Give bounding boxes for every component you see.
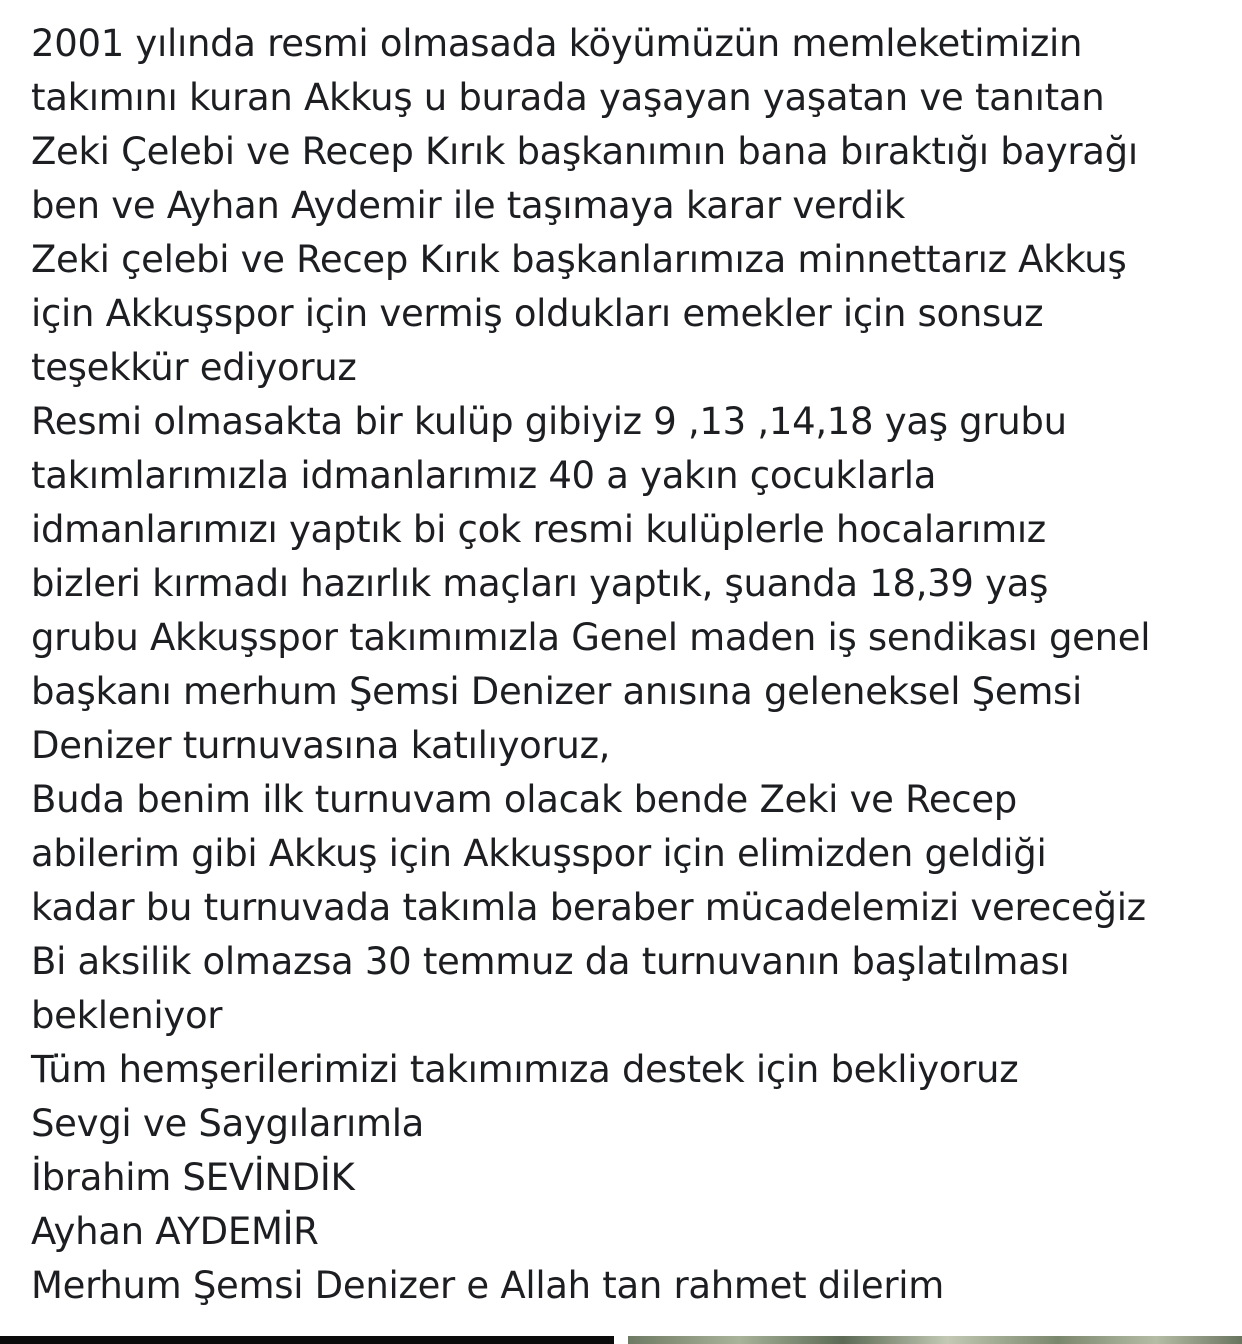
post-text-line: Denizer turnuvasına katılıyoruz, bbox=[31, 724, 611, 767]
post-text-line: Resmi olmasakta bir kulüp gibiyiz 9 ,13 ,14,18 yaş grubu bbox=[31, 400, 1067, 443]
signature-name: İbrahim SEVİNDİK bbox=[31, 1156, 355, 1199]
post-body-text bbox=[31, 17, 1231, 1313]
post-text-line: Merhum Şemsi Denizer e Allah tan rahmet dilerim bbox=[31, 1264, 945, 1307]
post-text-line: idmanlarımızı yaptık bi çok resmi kulüplerle hocalarımız bbox=[31, 508, 1046, 551]
photo-thumbnail-left[interactable] bbox=[0, 1336, 614, 1344]
post-text-line: Tüm hemşerilerimizi takımımıza destek için bekliyoruz bbox=[31, 1048, 1019, 1091]
post-text-line: takımlarımızla idmanlarımız 40 a yakın çocuklarla bbox=[31, 454, 937, 497]
post-text-line: bizleri kırmadı hazırlık maçları yaptık, şuanda 18,39 yaş bbox=[31, 562, 1049, 605]
signature-name: Ayhan AYDEMİR bbox=[31, 1210, 319, 1253]
post-text-line: Zeki çelebi ve Recep Kırık başkanlarımıza minnettarız Akkuş bbox=[31, 238, 1127, 281]
post-text-line: 2001 yılında resmi olmasada köyümüzün memleketimizin bbox=[31, 22, 1083, 65]
post-text-line: Sevgi ve Saygılarımla bbox=[31, 1102, 425, 1145]
post-text-line: Buda benim ilk turnuvam olacak bende Zeki ve Recep bbox=[31, 778, 1017, 821]
post-text-line: kadar bu turnuvada takımla beraber mücadelemizi vereceğiz bbox=[31, 886, 1146, 929]
post-text-line: için Akkuşspor için vermiş oldukları emekler için sonsuz bbox=[31, 292, 1044, 335]
post-text-line: Bi aksilik olmazsa 30 temmuz da turnuvanın başlatılması bbox=[31, 940, 1070, 983]
post-text-line: abilerim gibi Akkuş için Akkuşspor için elimizden geldiği bbox=[31, 832, 1047, 875]
photo-thumbnail-right[interactable] bbox=[628, 1336, 1242, 1344]
post-text-line: takımını kuran Akkuş u burada yaşayan yaşatan ve tanıtan bbox=[31, 76, 1105, 119]
post-text-line: teşekkür ediyoruz bbox=[31, 346, 357, 389]
post-text-line: başkanı merhum Şemsi Denizer anısına geleneksel Şemsi bbox=[31, 670, 1083, 713]
post-text-line: Zeki Çelebi ve Recep Kırık başkanımın bana bıraktığı bayrağı bbox=[31, 130, 1138, 173]
post-text-line: bekleniyor bbox=[31, 994, 223, 1037]
post-text-line: ben ve Ayhan Aydemir ile taşımaya karar verdik bbox=[31, 184, 905, 227]
post-text-line: grubu Akkuşspor takımımızla Genel maden iş sendikası genel bbox=[31, 616, 1151, 659]
